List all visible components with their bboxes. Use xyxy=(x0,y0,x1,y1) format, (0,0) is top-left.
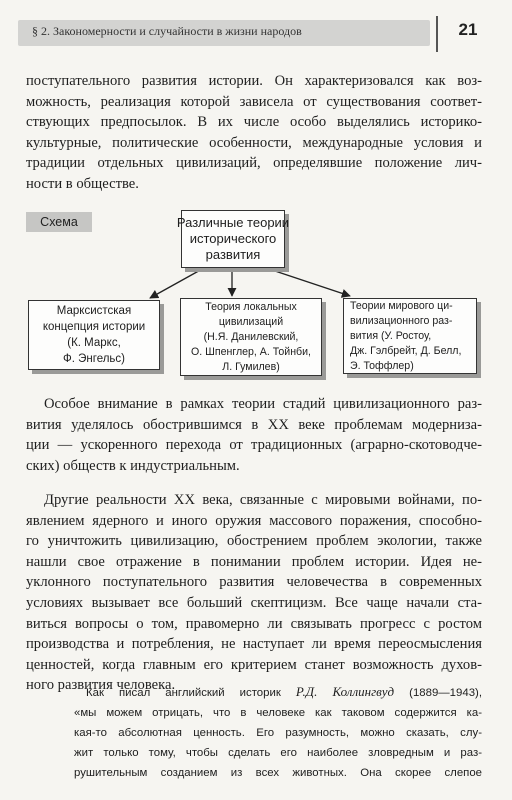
schema-box-local-civilizations xyxy=(180,298,322,376)
box-line: (Н.Я. Данилевский, xyxy=(203,330,299,343)
collingwood-quote xyxy=(74,682,482,783)
box-line: О. Шпенглер, А. Тойнби, xyxy=(191,345,311,358)
quote-line: жит только тому, чтобы сделать его наиболее зловредным и раз- xyxy=(74,747,482,759)
text-line: Другие реальности XX века, связанные с мировыми войнами, по- xyxy=(44,492,482,508)
schema-label: Схема xyxy=(26,212,92,232)
text-line: поступательного развития истории. Он характеризовался как воз- xyxy=(26,73,482,89)
box-line: вилизационного раз- xyxy=(350,314,453,327)
text-line: ности в обществе. xyxy=(26,175,139,192)
text-line: явлением ядерного и иного оружия массового поражения, способно- xyxy=(26,512,482,529)
quote-line: рушительным созданием из всех животных. Она скорее слепое xyxy=(74,767,482,779)
box-line: исторического xyxy=(189,231,277,246)
text-line: виться вопросы о том, правомерно ли связывать прогресс с ростом xyxy=(26,615,482,632)
schema-box-marxist xyxy=(28,300,160,370)
arrow-left xyxy=(150,268,204,298)
text-line: условиях вызывает все больший скептицизм. Все чаще начали ста- xyxy=(26,594,482,611)
box-line: Теория локальных xyxy=(205,300,297,313)
text-line: ценностей, когда главным его критерием станет возможность духов- xyxy=(26,656,482,673)
quote-line: «мы можем отрицать, что в человеке как таковом содержится ка- xyxy=(74,707,482,719)
box-line: Марксистская xyxy=(56,305,132,317)
text-line: вития уделялось обострившимся в XX веке проблемам модерниза- xyxy=(26,416,482,433)
text-line: производства и потребления, не наступает ли время переосмысления xyxy=(26,636,482,653)
box-line: Л. Гумилев) xyxy=(222,360,280,373)
box-line: Э. Тоффлер) xyxy=(350,359,414,372)
text-line: уклонного поступательного развития человечества в современных xyxy=(26,574,482,591)
box-line: Ф. Энгельс) xyxy=(63,353,125,365)
text-line: ного развития человека. xyxy=(26,677,176,694)
box-line: цивилизаций xyxy=(218,315,284,328)
schema-box-theories xyxy=(176,210,290,268)
box-line: (К. Маркс, xyxy=(67,337,121,349)
paragraph-3 xyxy=(26,490,482,696)
text-line: нашли свое отражение в понимании проблем истории. Идея не- xyxy=(26,553,482,570)
page-number: 21 xyxy=(458,20,478,39)
box-line: вития (У. Ростоу, xyxy=(350,329,432,342)
schema-box-world-civilization xyxy=(343,298,477,374)
text-line: ции — ускоренного перехода от традиционных (аграрно-скотоводче- xyxy=(26,437,482,454)
quote-intro: Как писал английский историк xyxy=(86,687,296,699)
quote-line: кая-то абсолютная ценность. Его разумность, можно сказать, слу- xyxy=(74,727,482,739)
box-line: Теории мирового ци- xyxy=(350,299,453,312)
quote-author: Р.Д. Коллингвуд xyxy=(295,684,395,699)
quote-intro-line xyxy=(74,682,482,703)
box-line: Различные теории xyxy=(176,215,290,230)
arrow-right xyxy=(266,268,350,296)
text-line: го уничтожить цивилизацию, обострением проблем экологии, также xyxy=(26,533,482,550)
running-header-title: § 2. Закономерности и случайности в жизни народов xyxy=(32,24,302,38)
paragraph-1 xyxy=(26,71,482,195)
header-divider xyxy=(436,16,438,52)
paragraph-2 xyxy=(26,394,482,476)
text-line: ских) обществ к индустриальным. xyxy=(26,457,240,474)
text-line: можность, реализация которой зависела от существования соответ- xyxy=(26,93,482,110)
text-line: Особое внимание в рамках теории стадий цивилизационного раз- xyxy=(44,396,482,412)
text-line: ствующих предпосылок. В их числе особо выделялись историко- xyxy=(26,114,482,131)
box-line: Дж. Гэлбрейт, Д. Белл, xyxy=(350,344,462,357)
quote-years: (1889—1943), xyxy=(394,687,482,699)
text-line: традиции отдельных цивилизаций, определявшие положение лич- xyxy=(26,155,482,172)
text-line: культурные, политические особенности, международные условия и xyxy=(26,134,482,151)
box-line: концепция истории xyxy=(42,321,146,333)
box-line: развития xyxy=(205,247,261,262)
